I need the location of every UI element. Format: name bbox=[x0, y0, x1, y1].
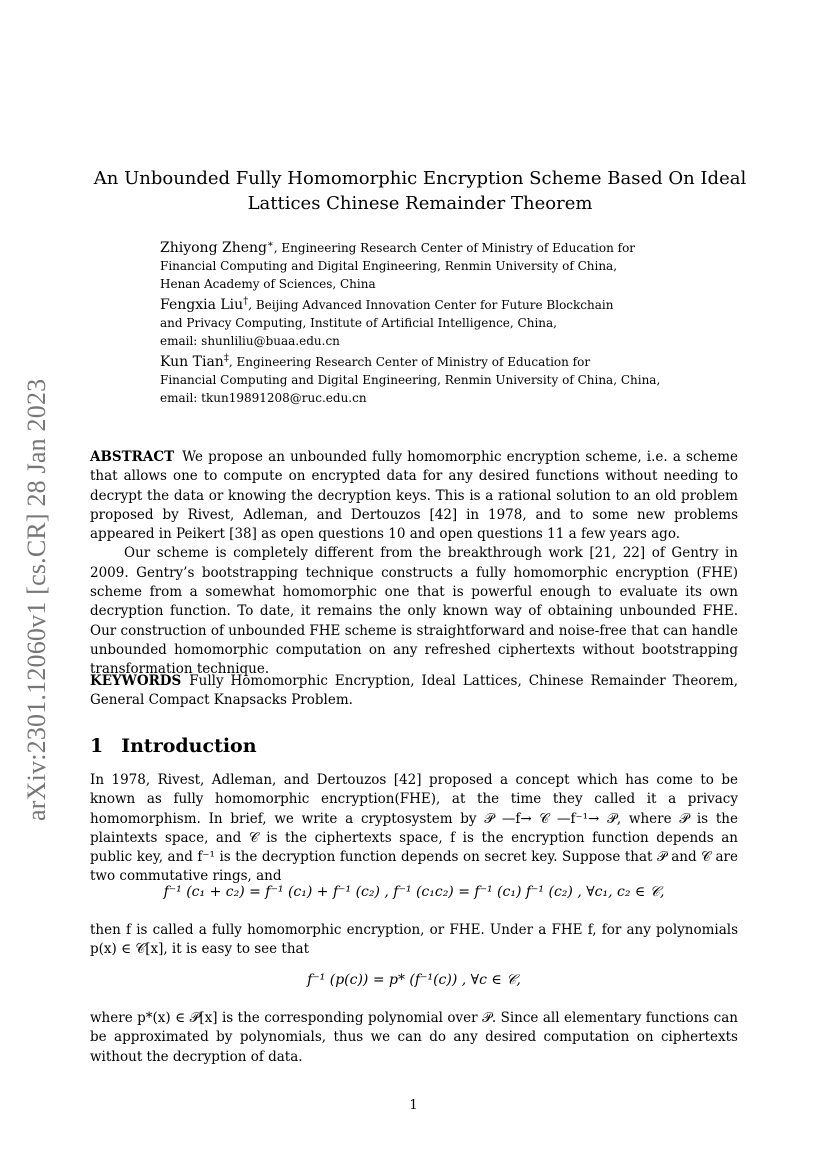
author-block bbox=[160, 236, 730, 407]
affiliation-line: Financial Computing and Digital Engineering, Renmin University of China, China, bbox=[160, 373, 661, 387]
author-name: Zhiyong Zheng bbox=[160, 240, 267, 256]
keywords-text: Fully Homomorphic Encryption, Ideal Lattices, Chinese Remainder Theorem, General Compact Knapsacks Problem. bbox=[90, 673, 738, 709]
author-mark: ‡ bbox=[223, 353, 229, 364]
section-title: Introduction bbox=[121, 735, 257, 757]
intro-paragraph: In 1978, Rivest, Adleman, and Dertouzos [42] proposed a concept which has come to be known as fully homomorphic encryption(FHE), at the time they called it a privacy homomorphism. In brief, we write a cryptosystem by 𝒫 —f→ 𝒞 —f⁻¹→ 𝒫, where 𝒫 is the plaintexts space, and 𝒞 is the ciphertexts space, f is the encryption function depends an public key, and f⁻¹ is the decryption function depends on secret key. Suppose that 𝒫 and 𝒞 are two commutative rings, and bbox=[90, 772, 738, 885]
title-line-1: An Unbounded Fully Homomorphic Encryption Scheme Based On Ideal bbox=[93, 168, 747, 189]
abstract-paragraph-2: Our scheme is completely different from the breakthrough work [21, 22] of Gentry in 2009. Gentry’s bootstrapping technique constructs a fully homomorphic encryption (FHE) scheme from a somewhat homomorphic one that is powerful enough to evaluate its own decryption function. To date, it remains the only known way of obtaining unbounded FHE. Our construction of unbounded FHE scheme is straightforward and noise-free that can handle unbounded homomorphic computation on any refreshed ciphertexts without bootstrapping transformation technique. bbox=[90, 545, 738, 678]
affiliation-line: and Privacy Computing, Institute of Artificial Intelligence, China, bbox=[160, 316, 557, 330]
author-affiliation: , Engineering Research Center of Ministry of Education for bbox=[273, 241, 636, 255]
intro-paragraph-3: where p*(x) ∈ 𝒫[x] is the corresponding polynomial over 𝒫. Since all elementary functions can be approximated by polynomials, thus we can do any desired computation on ciphertexts without the decryption of data. bbox=[90, 1010, 738, 1065]
author-3 bbox=[160, 350, 730, 371]
section-heading bbox=[90, 735, 257, 757]
abstract bbox=[90, 448, 738, 680]
author-name: Kun Tian bbox=[160, 354, 224, 370]
abstract-label: ABSTRACT bbox=[90, 449, 175, 465]
author-email: email: shunliliu@buaa.edu.cn bbox=[160, 334, 340, 348]
affiliation-line: Financial Computing and Digital Engineering, Renmin University of China, bbox=[160, 259, 618, 273]
author-name: Fengxia Liu bbox=[160, 297, 244, 313]
keywords-label: KEYWORDS bbox=[90, 673, 182, 689]
author-2 bbox=[160, 293, 730, 314]
equation-homomorphism: f⁻¹ (c₁ + c₂) = f⁻¹ (c₁) + f⁻¹ (c₂) , f⁻¹ (c₁c₂) = f⁻¹ (c₁) f⁻¹ (c₂) , ∀c₁, c₂ ∈ 𝒞, bbox=[163, 884, 665, 900]
author-affiliation: , Beijing Advanced Innovation Center for Future Blockchain bbox=[248, 298, 614, 312]
author-mark: ∗ bbox=[267, 239, 274, 250]
page-number: 1 bbox=[409, 1098, 418, 1113]
intro-paragraph-2: then f is called a fully homomorphic encryption, or FHE. Under a FHE f, for any polynomials p(x) ∈ 𝒞[x], it is easy to see that bbox=[90, 922, 738, 958]
author-email: email: tkun19891208@ruc.edu.cn bbox=[160, 391, 367, 405]
affiliation-line: Henan Academy of Sciences, China bbox=[160, 277, 376, 291]
arxiv-identifier: arXiv:2301.12060v1 [cs.CR] 28 Jan 2023 bbox=[22, 378, 51, 822]
abstract-text: We propose an unbounded fully homomorphic encryption scheme, i.e. a scheme that allows one to compute on encrypted data for any desired functions without needing to decrypt the data or knowing the decryption keys. This is a rational solution to an old problem proposed by Rivest, Adleman, and Dertouzos [42] in 1978, and to some new problems appeared in Peikert [38] as open questions 10 and open questions 11 a few years ago. bbox=[90, 449, 738, 543]
keywords bbox=[90, 672, 738, 711]
author-mark: † bbox=[243, 296, 249, 307]
author-1 bbox=[160, 236, 730, 257]
paper-title bbox=[60, 166, 780, 216]
author-affiliation: , Engineering Research Center of Ministry of Education for bbox=[228, 355, 591, 369]
equation-polynomial: f⁻¹ (p(c)) = p* (f⁻¹(c)) , ∀c ∈ 𝒞, bbox=[307, 972, 521, 988]
abstract-paragraph-1 bbox=[90, 448, 738, 544]
title-line-2: Lattices Chinese Remainder Theorem bbox=[247, 193, 593, 214]
section-number: 1 bbox=[90, 735, 104, 757]
